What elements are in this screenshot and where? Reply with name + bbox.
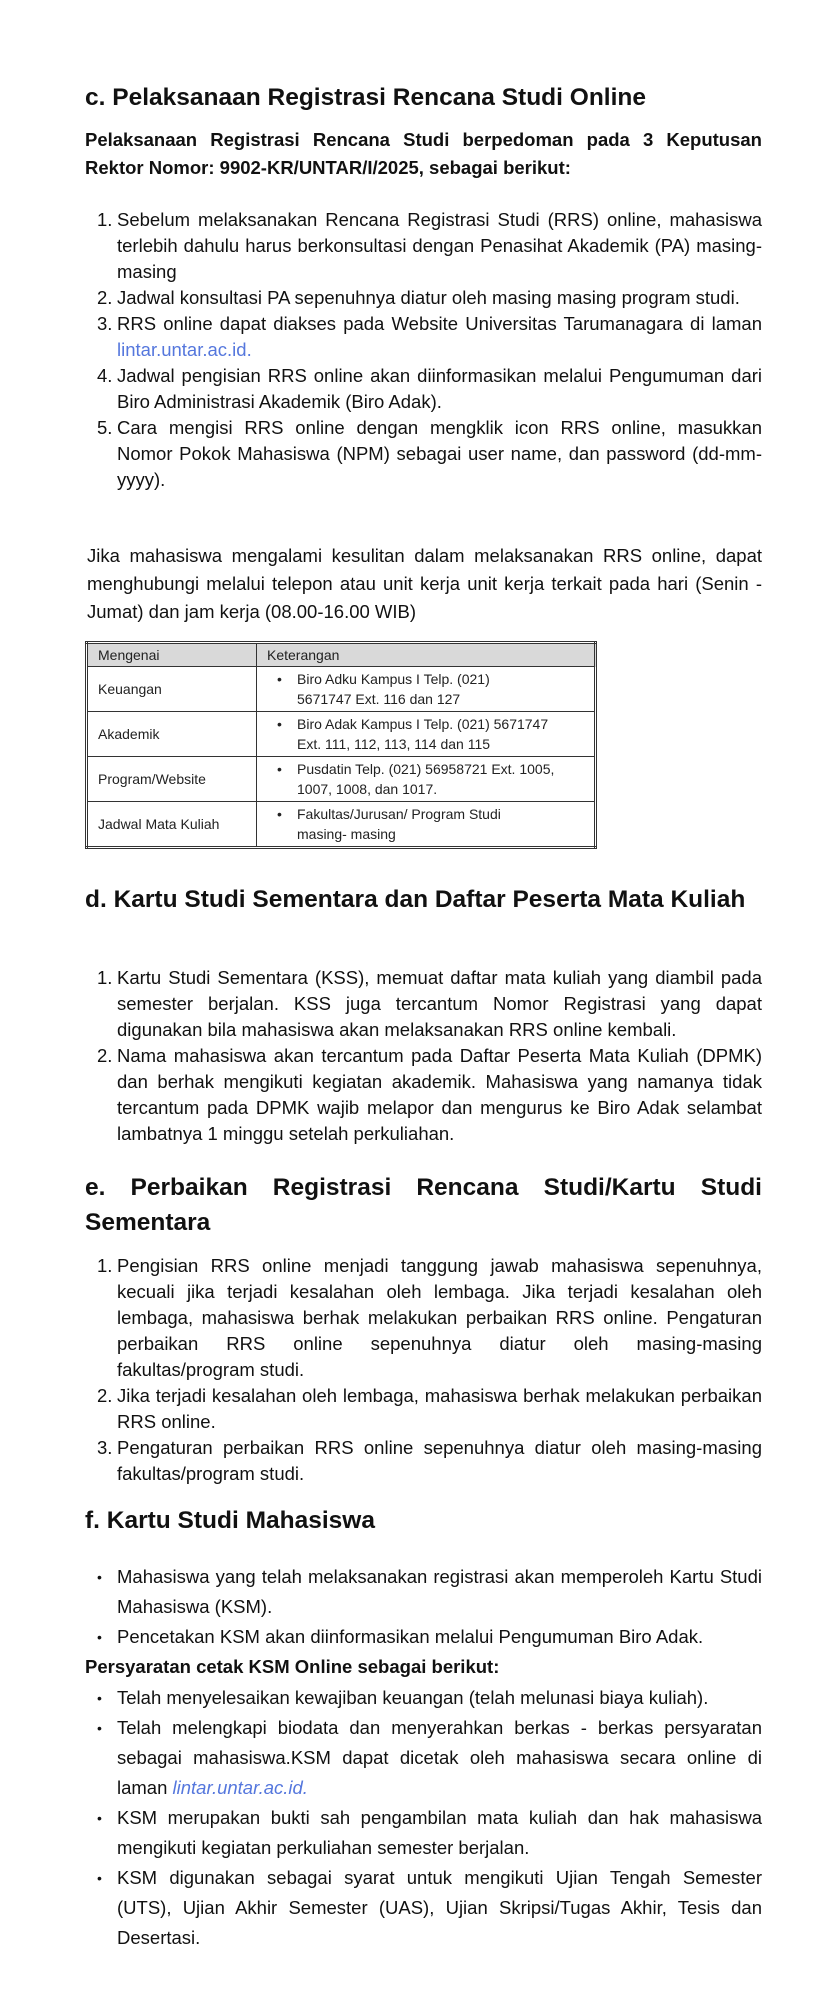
list-item (85, 1863, 762, 1953)
section-c-note: Jika mahasiswa mengalami kesulitan dalam melaksanakan RRS online, dapat menghubungi melalui telepon atau unit kerja unit kerja terkait pada hari (Senin - Jumat) dan jam kerja (08.00-16.00 WIB) (87, 545, 762, 622)
list-item (85, 363, 762, 415)
section-f-heading: f. Kartu Studi Mahasiswa (85, 1507, 375, 1534)
table-header-row (87, 643, 596, 667)
list-item (85, 1562, 762, 1622)
section-c-intro: Pelaksanaan Registrasi Rencana Studi berpedoman pada 3 Keputusan Rektor Nomor: 9902-KR/UNTAR/I/2025, sebagai berikut: (85, 129, 762, 178)
contact-bullet (267, 804, 584, 844)
table-cell-info (257, 667, 596, 712)
section-d-list (85, 965, 762, 1147)
table-row (87, 802, 596, 848)
table-cell-topic: Akademik (87, 712, 257, 757)
list-number: 1. (97, 209, 113, 230)
list-item-text: Pengaturan perbaikan RRS online sepenuhnya diatur oleh masing-masing fakultas/program studi. (117, 1437, 762, 1484)
list-item-text: Telah menyelesaikan kewajiban keuangan (telah melunasi biaya kuliah). (117, 1687, 709, 1708)
list-item (85, 1622, 762, 1652)
list-item-text: Mahasiswa yang telah melaksanakan registrasi akan memperoleh Kartu Studi Mahasiswa (KSM). (117, 1566, 762, 1617)
section-f-bullets (85, 1562, 762, 1652)
list-number: 1. (97, 967, 113, 988)
list-item-text: Cara mengisi RRS online dengan mengklik icon RRS online, masukkan Nomor Pokok Mahasiswa (NPM) sebagai user name, dan password (dd-mm-yyyy). (117, 417, 762, 490)
contact-bullet (267, 759, 584, 799)
contact-line: Fakultas/Jurusan/ Program Studi (297, 806, 501, 822)
list-item-text: RRS online dapat diakses pada Website Universitas Tarumanagara di laman (117, 313, 762, 334)
list-item-text: Sebelum melaksanakan Rencana Registrasi Studi (RRS) online, mahasiswa terlebih dahulu harus berkonsultasi dengan Penasihat Akademik (PA) masing-masing (117, 209, 762, 282)
list-item-text: Pencetakan KSM akan diinformasikan melalui Pengumuman Biro Adak. (117, 1626, 704, 1647)
section-e-list (85, 1253, 762, 1487)
list-item (85, 1435, 762, 1487)
table-cell-info (257, 712, 596, 757)
list-item-text: KSM digunakan sebagai syarat untuk mengikuti Ujian Tengah Semester (UTS), Ujian Akhir Semester (UAS), Ujian Skripsi/Tugas Akhir, Tesis dan Desertasi. (117, 1867, 762, 1948)
list-item (85, 1683, 762, 1713)
section-c-heading: c. Pelaksanaan Registrasi Rencana Studi Online (85, 84, 646, 111)
lintar-link[interactable]: lintar.untar.ac.id. (117, 339, 252, 360)
list-item (85, 285, 762, 311)
table-row (87, 667, 596, 712)
contact-bullet (267, 669, 584, 709)
list-item (85, 965, 762, 1043)
table-cell-info (257, 757, 596, 802)
contact-line: Pusdatin Telp. (021) 56958721 Ext. 1005, (297, 761, 555, 777)
list-item (85, 1043, 762, 1147)
table-cell-topic: Jadwal Mata Kuliah (87, 802, 257, 848)
list-number: 2. (97, 287, 113, 308)
list-item-text: Jadwal konsultasi PA sepenuhnya diatur oleh masing masing program studi. (117, 287, 740, 308)
section-e-heading: e. Perbaikan Registrasi Rencana Studi/Kartu Studi Sementara (85, 1174, 762, 1236)
list-item (85, 415, 762, 493)
table-header-info: Keterangan (257, 643, 596, 667)
list-number: 2. (97, 1385, 113, 1406)
list-number: 5. (97, 417, 113, 438)
contact-line: Ext. 111, 112, 113, 114 dan 115 (297, 736, 491, 752)
list-number: 2. (97, 1045, 113, 1066)
list-item-text: Pengisian RRS online menjadi tanggung jawab mahasiswa sepenuhnya, kecuali jika terjadi kesalahan oleh lembaga. Jika terjadi kesalahan oleh lembaga, mahasiswa berhak melakukan perbaikan RRS online. Pengaturan perbaikan RRS online sepenuhnya diatur oleh masing-masing fakultas/program studi. (117, 1255, 762, 1380)
section-d-heading: d. Kartu Studi Sementara dan Daftar Peserta Mata Kuliah (85, 886, 746, 913)
list-item (85, 207, 762, 285)
contact-table (85, 641, 597, 849)
list-item-text: KSM merupakan bukti sah pengambilan mata kuliah dan hak mahasiswa mengikuti kegiatan perkuliahan semester berjalan. (117, 1807, 762, 1858)
list-item-text: Telah melengkapi biodata dan menyerahkan berkas - berkas persyaratan sebagai mahasiswa.KSM dapat dicetak oleh mahasiswa secara online di laman (117, 1717, 762, 1798)
section-c-list (85, 207, 762, 493)
list-number: 3. (97, 1437, 113, 1458)
contact-line: 1007, 1008, dan 1017. (297, 781, 438, 797)
table-row (87, 712, 596, 757)
table-cell-info (257, 802, 596, 848)
contact-bullet (267, 714, 584, 754)
lintar-link[interactable]: lintar.untar.ac.id. (172, 1777, 308, 1798)
section-f-requirements (85, 1683, 762, 1953)
list-number: 1. (97, 1255, 113, 1276)
table-cell-topic: Keuangan (87, 667, 257, 712)
list-item-text: Jika terjadi kesalahan oleh lembaga, mahasiswa berhak melakukan perbaikan RRS online. (117, 1385, 762, 1432)
list-number: 3. (97, 313, 113, 334)
list-item (85, 1383, 762, 1435)
contact-line: masing- masing (297, 826, 396, 842)
list-item-text: Jadwal pengisian RRS online akan diinformasikan melalui Pengumuman dari Biro Administrasi Akademik (Biro Adak). (117, 365, 762, 412)
list-item (85, 1803, 762, 1863)
contact-line: 5671747 Ext. 116 dan 127 (297, 691, 461, 707)
contact-line: Biro Adak Kampus I Telp. (021) 5671747 (297, 716, 549, 732)
list-item (85, 311, 762, 363)
list-item-text: Kartu Studi Sementara (KSS), memuat daftar mata kuliah yang diambil pada semester berjalan. KSS juga tercantum Nomor Registrasi yang dapat digunakan bila mahasiswa akan melaksanakan RRS online kembali. (117, 967, 762, 1040)
list-number: 4. (97, 365, 113, 386)
table-header-topic: Mengenai (87, 643, 257, 667)
list-item (85, 1253, 762, 1383)
list-item (85, 1713, 762, 1803)
list-item-text: Nama mahasiswa akan tercantum pada Daftar Peserta Mata Kuliah (DPMK) dan berhak mengikuti kegiatan akademik. Mahasiswa yang namanya tidak tercantum pada DPMK wajib melapor dan mengurus ke Biro Adak selambat lambatnya 1 minggu setelah perkuliahan. (117, 1045, 762, 1144)
table-cell-topic: Program/Website (87, 757, 257, 802)
section-f-subheading: Persyaratan cetak KSM Online sebagai berikut: (85, 1656, 500, 1677)
table-row (87, 757, 596, 802)
contact-line: Biro Adku Kampus I Telp. (021) (297, 671, 490, 687)
